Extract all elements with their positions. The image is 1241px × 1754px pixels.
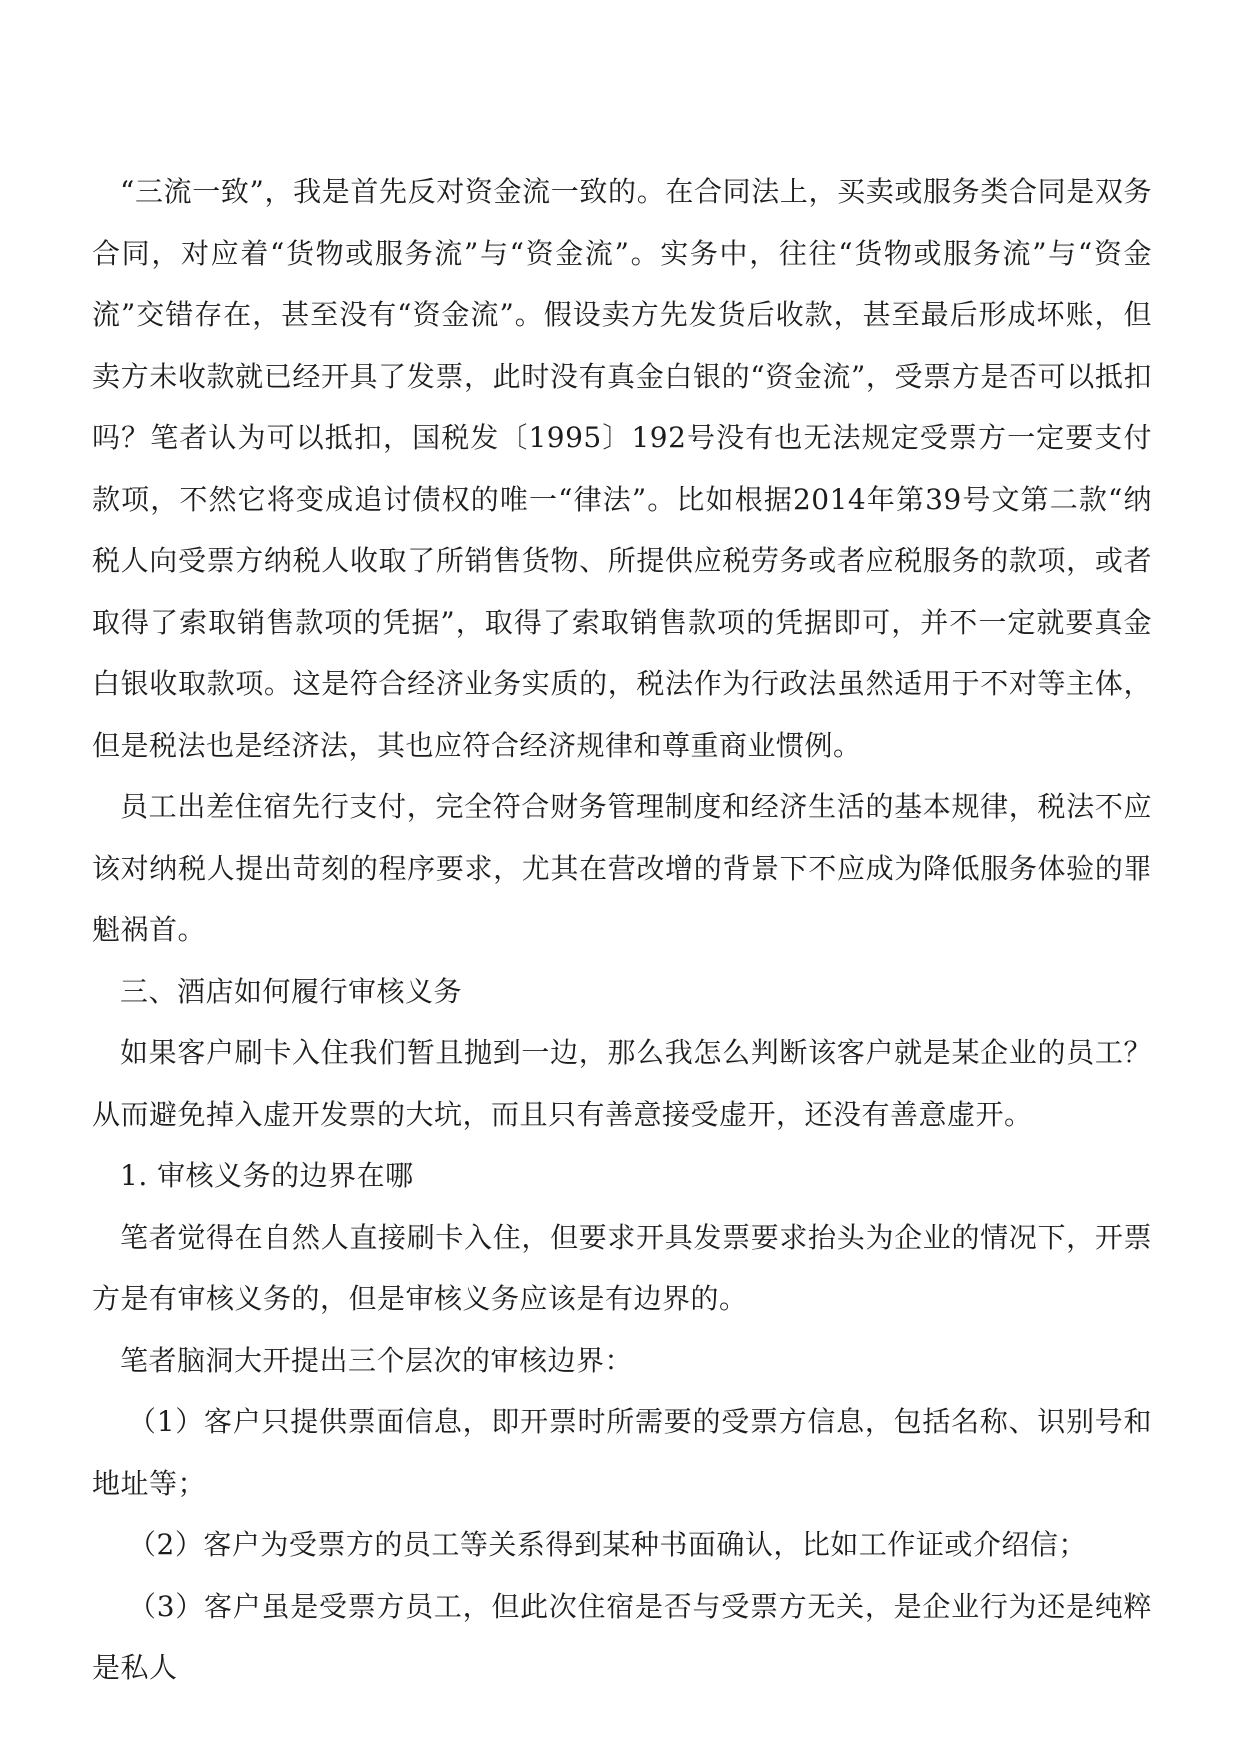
list-item-level-2: （2）客户为受票方的员工等关系得到某种书面确认，比如工作证或介绍信； <box>128 1528 1087 1561</box>
paragraph-three-levels-intro: 笔者脑洞大开提出三个层次的审核边界： <box>120 1343 634 1377</box>
list-item-level-1: （1）客户只提供票面信息，即开票时所需要的受票方信息，包括名称、识别号和地址等； <box>92 1405 1152 1500</box>
section-heading-hotel-review: 三、酒店如何履行审核义务 <box>120 974 463 1008</box>
list-item-level-3: （3）客户虽是受票方员工，但此次住宿是否与受票方无关，是企业行为还是纯粹是私人 <box>92 1589 1152 1684</box>
paragraph-employee-travel: 员工出差住宿先行支付，完全符合财务管理制度和经济生活的基本规律，税法不应该对纳税人提出苛刻的程序要求，尤其在营改增的背景下不应成为降低服务体验的罪魁祸首。 <box>92 790 1152 946</box>
paragraph-three-flows: “三流一致”，我是首先反对资金流一致的。在合同法上，买卖或服务类合同是双务合同，对应着“货物或服务流”与“资金流”。实务中，往往“货物或服务流”与“资金流”交错存在，甚至没有“资金流”。假设卖方先发货后收款，甚至最后形成坏账，但卖方未收款就已经开具了发票，此时没有真金白银的“资金流”，受票方是否可以抵扣吗？笔者认为可以抵扣，国税发〔1995〕192号没有也无法规定受票方一定要支付款项，不然它将变成追讨债权的唯一“律法”。比如根据2014年第39号文第二款“纳税人向受票方纳税人收取了所销售货物、所提供应税劳务或者应税服务的款项，或者取得了索取销售款项的凭据”，取得了索取销售款项的凭据即可，并不一定就要真金白银收取款项。这是符合经济业务实质的，税法作为行政法虽然适用于不对等主体，但是税法也是经济法，其也应符合经济规律和尊重商业惯例。 <box>92 175 1152 762</box>
subheading-review-boundary: 1. 审核义务的边界在哪 <box>120 1159 414 1192</box>
paragraph-customer-identification: 如果客户刷卡入住我们暂且抛到一边，那么我怎么判断该客户就是某企业的员工？从而避免掉入虚开发票的大坑，而且只有善意接受虚开，还没有善意虚开。 <box>92 1036 1152 1131</box>
paragraph-review-obligation: 笔者觉得在自然人直接刷卡入住，但要求开具发票要求抬头为企业的情况下，开票方是有审核义务的，但是审核义务应该是有边界的。 <box>92 1220 1152 1315</box>
document-body <box>92 161 1152 1699</box>
